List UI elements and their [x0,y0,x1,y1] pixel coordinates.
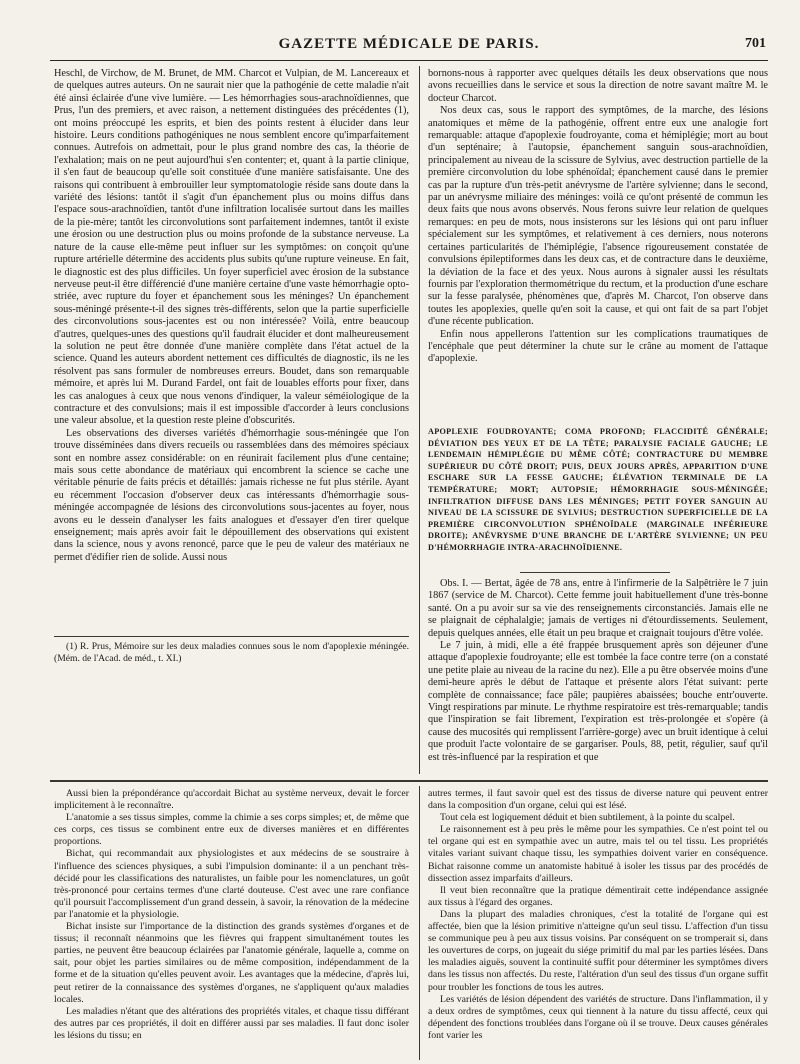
section-rule [50,780,768,782]
bottom-right-column [428,788,768,1060]
paragraph: Bichat insiste sur l'importance de la distinction des grands systèmes d'organes et de tissus; il reconnaît néanmoins que les fièvres qui frappent simultanément toutes les parties, ne peuvent être beaucoup éclairées par l'anatomie générale, laquelle a, comme on sait, pour objet les parties similaires ou de même composition, indépendamment de la forme et de la situation qu'elles peuvent avoir. Les avantages que la médecine, d'après lui, peut retirer de la connaissance des systèmes d'organes, ne s'appliquent qu'aux maladies locales. [54,921,409,1005]
paragraph: Bichat, qui recommandait aux physiologistes et aux médecins de se soustraire à l'influence des sciences physiques, a subi l'impulsion dominante: il a un penchant très-décidé pour les classifications des naturalistes, un faible pour les nomenclatures, un goût très-prononcé pour certains termes d'une clarté douteuse. C'est avec une rare confiance qu'il poursuit l'accomplissement d'un grand dessein, à savoir, la rénovation de la médecine par l'anatomie et la physiologie. [54,848,409,920]
paragraph: Les variétés de lésion dépendent des variétés de structure. Dans l'inflammation, il y a deux ordres de symptômes, ceux qui tiennent à la nature du tissu affecté, ceux qui dépendent des fonctions troublées dans l'organe où il se trouve. Deux causes générales font varier les [428,993,768,1041]
paragraph: Les maladies n'étant que des altérations des propriétés vitales, et chaque tissu différant des autres par ces propriétés, il doit en différer aussi par ses maladies. Il faut donc isoler les lésions du tissu; en [54,1005,409,1041]
top-right-column [428,68,768,420]
bottom-left-column [54,788,409,1060]
summary-rule [520,572,670,573]
column-divider [419,66,420,774]
summary-text: APOPLEXIE FOUDROYANTE; COMA PROFOND; FLACCIDITÉ GÉNÉRALE; DÉVIATION DES YEUX ET DE LA TÊTE; PARALYSIE FACIALE GAUCHE; LE LENDEMAIN HÉMIPLÉGIE DU MÊME CÔTÉ; CONTRACTURE DU MEMBRE SUPÉRIEUR DU CÔTÉ DROIT; PUIS, DEUX JOURS APRÈS, APPARITION D'UNE ESCHARE SUR LA FESSE GAUCHE; ÉLÉVATION TERMINALE DE LA TEMPÉRATURE; MORT; AUTOPSIE; HÉMORRHAGIE SOUS-MÉNINGÉE; INFILTRATION DIFFUSE DANS LES MÉNINGES; PETIT FOYER SANGUIN AU NIVEAU DE LA SCISSURE DE SYLVIUS; DESTRUCTION SUPERFICIELLE DE LA PREMIÈRE CIRCONVOLUTION SPHÉNOÏDALE (MARGINALE INFÉRIEURE DROITE); ANÉVRYSME D'UNE BRANCHE DE L'ARTÈRE SYLVIENNE; UN PEU D'HÉMORRHAGIE INTRA-ARACHNOÏDIENNE. [428,427,768,552]
page-number: 701 [745,36,766,51]
paragraph: Tout cela est logiquement déduit et bien subtilement, à la pointe du scalpel. [440,812,735,824]
paragraph: Le raisonnement est à peu près le même pour les sympathies. Ce n'est point tel ou tel organe qui est en sympathie avec un autre, mais tel ou tel tissu. Les propriétés vitales variant suivant chaque tissu, les sympathies doivent varier en conséquence. Bichat raisonne comme un anatomiste habitué à isoler les tissus par des procédés de dissection assez imparfaits d'ailleurs. [428,824,768,884]
page-header [50,30,768,61]
paragraph: Enfin nous appellerons l'attention sur les complications traumatiques de l'encéphale que peut déterminer la chute sur le crâne au moment de l'attaque d'apoplexie. [428,328,768,365]
paragraph: Dans la plupart des maladies chroniques, c'est la totalité de l'organe qui est affectée, bien que la lésion primitive n'atteigne qu'un seul tissu. L'affection d'un tissu se communique peu à peu aux tissus voisins. Par conséquent on se tromperait si, dans les ouvertures de corps, on jugeait du siége primitif du mal par les parties lésées. Dans les maladies aiguës, souvent la continuité suffit pour déterminer les symptômes divers dans les tissus non affectés. Du reste, l'altération d'un seul des tissus d'un organe suffit pour troubler les fonctions de tous les autres. [428,908,768,993]
journal-title: GAZETTE MÉDICALE DE PARIS. [278,36,540,52]
paragraph: Aussi bien la prépondérance qu'accordait Bichat au système nerveux, devait le forcer implicitement à le reconnaître. [54,788,409,812]
paragraph: Heschl, de Virchow, de M. Brunet, de MM. Charcot et Vulpian, de M. Lancereaux et de quelques autres auteurs. On ne saurait nier que la pathogénie de cette maladie n'ait été ainsi éclairée d'une vive lumière. — Les hémorrhagies sous-arachnoïdiennes, que Prus, l'un des premiers, et avec raison, a nettement distinguées des précédentes (1), ont moins préoccupé les esprits, et bien des points restent à élucider dans leur histoire. Leurs conditions pathogéniques ne nous semblent encore qu'imparfaitement connues. Autrefois on admettait, pour le plus grand nombre des cas, la théorie de l'exhalation; mais on ne peut aujourd'hui s'en contenter; et, quant à la partie clinique, il s'en faut de beaucoup qu'elle soit constituée d'une manière satisfaisante. Une des raisons qui contribuent à embrouiller leur symptomatologie réside sans doute dans la variété des lésions: tantôt il s'agit d'un épanchement plus ou moins diffus dans l'espace sous-arachnoïdien, tantôt d'une infiltration localisée surtout dans les mailles de la pie-mère; tantôt les circonvolutions sont parfaitement indemnes, tantôt il existe une érosion ou une destruction plus ou moins profonde de la substance nerveuse. La nature de la cause elle-même peut influer sur les symptômes: on conçoit qu'une rupture artérielle détermine des accidents plus subits qu'une rupture veineuse. En fait, le diagnostic est des plus difficiles. Un foyer superficiel avec érosion de la substance nerveuse peut-il être différencié d'une manière certaine d'une vaste hémorrhagie opto-striée, avec rupture du foyer et épanchement sous les méninges? Un épanchement sous-méningé présente-t-il des signes très-différents, selon que la partie superficielle des circonvolutions sous-jacentes est ou non intéressée? Voilà, entre beaucoup d'autres, quelques-unes des questions qu'il faudrait élucider et dont malheureusement la solution ne peut être donnée d'une manière complète dans l'état actuel de la science. Quand les auteurs abordent nettement ces difficultés de diagnostic, ils ne les résolvent pas sans formuler de nombreuses erreurs. Boudet, dans son remarquable mémoire, et après lui M. Durand Fardel, ont fait de louables efforts pour fixer, dans les cas analogues à ceux que nous venons d'indiquer, la valeur séméiologique de la contracture et des convulsions; mais il est impossible d'accorder à leurs conclusions une valeur absolue, et la question reste pleine d'obscurités. [54,68,409,427]
footnote [54,641,409,669]
paragraph: Obs. I. — Bertat, âgée de 78 ans, entre à l'infirmerie de la Salpêtrière le 7 juin 1867 (service de M. Charcot). Cette femme jouit habituellement d'une très-bonne santé. On a pu avoir sur sa vie des renseignements circonstanciés. Jamais elle ne se plaignait de céphalalgie; jamais de vertiges ni d'étourdissements. Seulement, depuis quelques années, elle était un peu braque et craignait toujours d'être volée. [428,578,768,639]
paragraph: autres termes, il faut savoir quel est des tissus de diverse nature qui peuvent entrer dans la composition d'un organe, celui qui est lésé. [428,788,768,812]
observation-column [428,578,768,774]
footnote-text: (1) R. Prus, Mémoire sur les deux maladies connues sous le nom d'apoplexie méningée. (Mém. de l'Acad. de méd., t. XI.) [54,641,409,664]
top-left-column [54,68,409,628]
case-summary [428,426,768,568]
paragraph: Il veut bien reconnaître que la pratique démentirait cette indépendance assignée aux tissus à l'égard des organes. [428,884,768,908]
paragraph: Le 7 juin, à midi, elle a été frappée brusquement après son déjeuner d'une attaque d'apoplexie foudroyante; elle est tombée la face contre terre (on a constaté une petite plaie au niveau de la racine du nez). Elle a pu être observée moins d'une demi-heure après le début de l'attaque et présente alors l'état suivant: perte complète de connaissance; face pâle; paupières abaissées; bouche entr'ouverte. Vingt respirations par minute. Le rhythme respiratoire est très-remarquable; tandis que l'inspiration se fait librement, l'expiration est très-prolongée et s'opère (à cause des mucosités qui remplissent l'arrière-gorge) avec un bruit identique à celui que produit l'acte volontaire de se gargariser. Pouls, 88, petit, régulier, sauf qu'il est très-influencé par la respiration et que [428,640,768,763]
footnote-rule [54,636,409,637]
paragraph: bornons-nous à rapporter avec quelques détails les deux observations que nous avons recueillies dans le service et sous la direction de notre savant maître M. le docteur Charcot. [428,68,768,104]
paragraph: L'anatomie a ses tissus simples, comme la chimie a ses corps simples; et, de même que ces corps, ces tissus se combinent entre eux de diverses manières et en différentes proportions. [54,812,409,848]
paragraph: Les observations des diverses variétés d'hémorrhagie sous-méningée que l'on trouve disséminées dans divers recueils ou rassemblées dans des mémoires spéciaux sont en nombre assez considérable: on en réunirait facilement plus d'une centaine; mais sous cette abondance de matériaux qui encombrent la science se cache une véritable pénurie de faits précis et détaillés: jamais richesse ne fut plus stérile. Ayant eu récemment l'occasion d'observer deux cas intéressants d'hémorrhagie sous-méningée accompagnée de lésions des circonvolutions sous-jacentes au foyer, nous avons eu le dessein d'analyser les faits analogues et d'essayer d'en tirer quelque enseignement; mais après avoir fait le dépouillement des observations qui existent dans la science, nous y avons renoncé, parce que le peu de valeur des matériaux ne permet d'édifier rien de solide. Aussi nous [54,427,409,563]
column-divider [419,786,420,1060]
paragraph: Nos deux cas, sous le rapport des symptômes, de la marche, des lésions anatomiques et même de la pathogénie, offrent entre eux une analogie fort remarquable: attaque d'apoplexie foudroyante, coma et hémiplégie; mort au bout d'un septénaire; à l'autopsie, épanchement sanguin sous-arachnoïdien, principalement au niveau de la scissure de Sylvius, avec destruction partielle de la première circonvolution du lobe sphénoïdal; épanchement causé dans le premier cas par la rupture d'un très-petit anévrysme de l'artère sylvienne; dans le second, par un anévrysme miliaire des méninges: voilà ce qu'ont présenté de commun les deux faits que nous avons observés. Nous ferons suivre leur relation de quelques remarques: en peu de mots, nous insisterons sur les lésions qui ont paru influer spécialement sur les symptômes, et relativement à ces derniers, nous noterons certaines particularités de l'hémiplégie, l'absence rigoureusement constatée de convulsions épileptiformes dans les deux cas, et de contracture dans le deuxième, la déviation de la face et des yeux. Nous aurons à signaler aussi les résultats fournis par l'exploration thermométrique du rectum, et la production d'une eschare sur la fesse paralysée, phénomènes que, d'après M. Charcot, l'on observe dans toutes les apoplexies, quelle qu'en soit la cause, et qui ont fait de sa part l'objet d'une récente publication. [428,105,768,328]
